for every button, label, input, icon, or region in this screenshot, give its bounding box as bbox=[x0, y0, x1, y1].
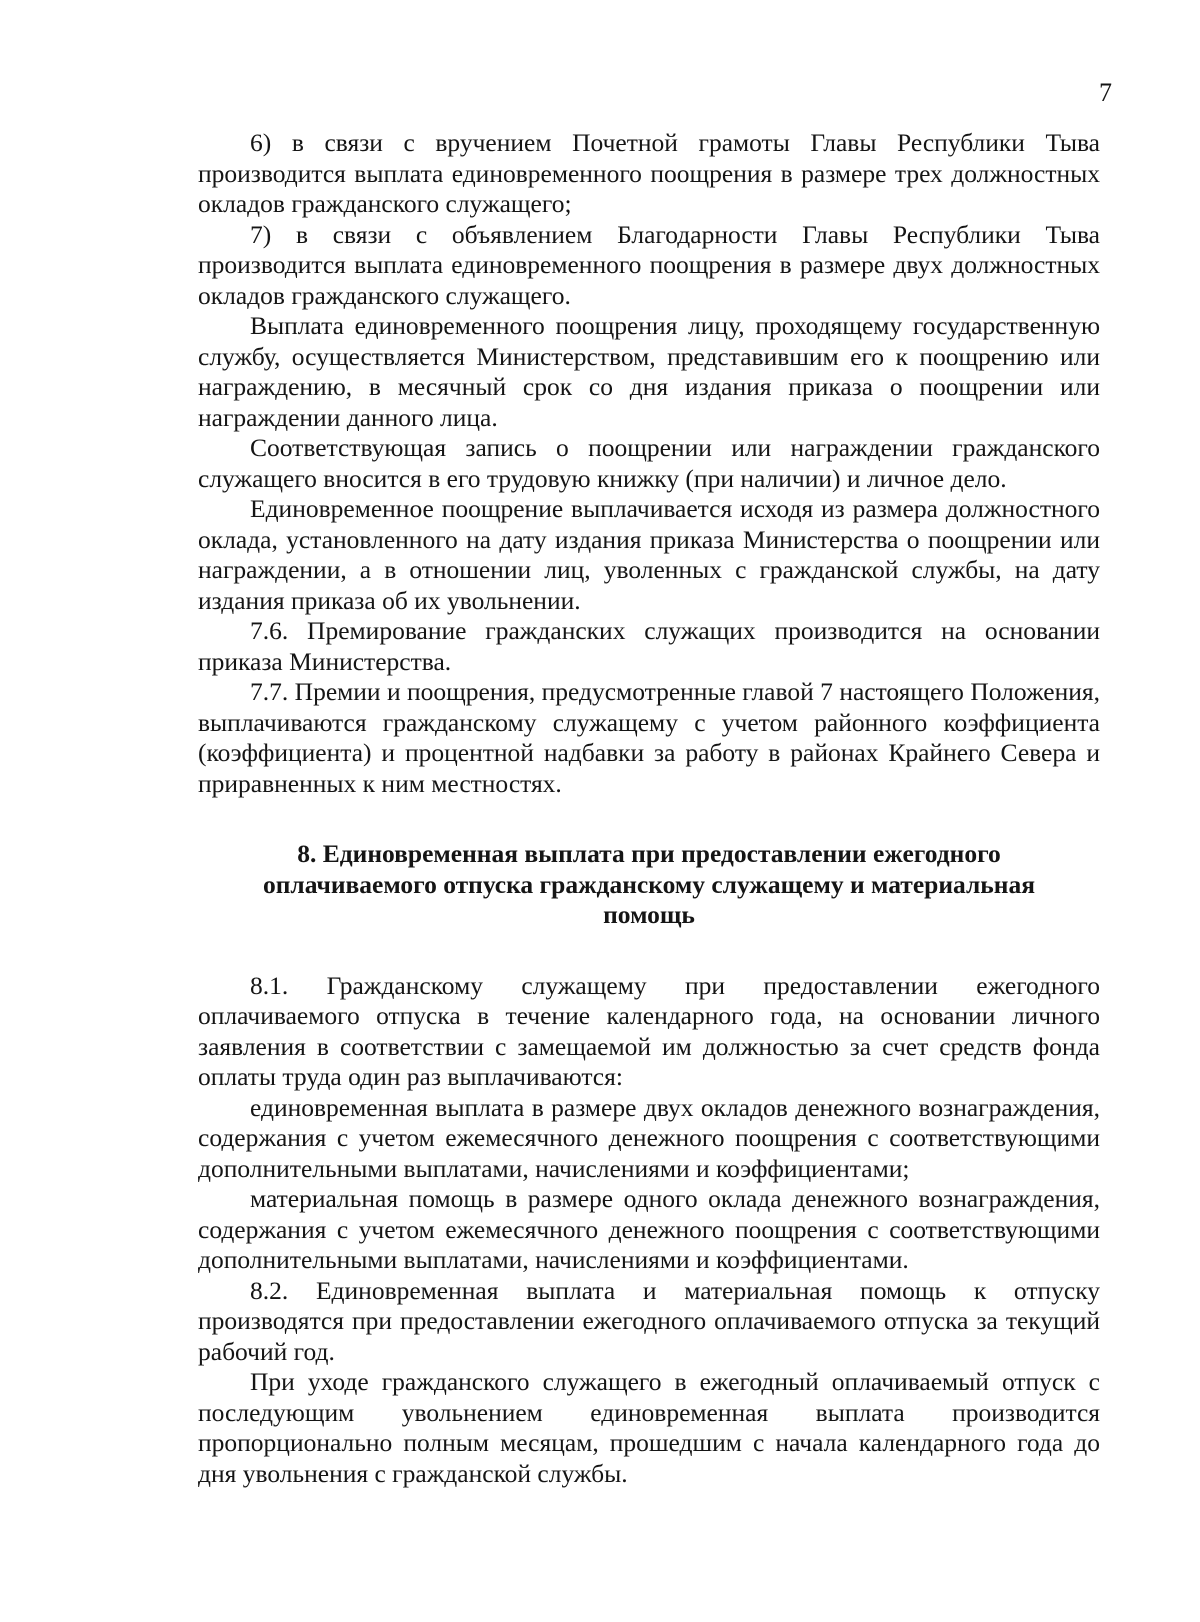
paragraph-salary-basis: Единовременное поощрение выплачивается исходя из размера должностного оклада, установленного на дату издания приказа Министерства о поощрении или награждении, а в отношении лиц, уволенных с гражданской службы, на дату издания приказа об их увольнении. bbox=[198, 494, 1100, 615]
paragraph-8-1: 8.1. Гражданскому служащему при предоставлении ежегодного оплачиваемого отпуска в течение календарного года, на основании личного заявления в соответствии с замещаемой им должностью за счет средств фонда оплаты труда один раз выплачиваются: bbox=[198, 970, 1100, 1091]
paragraph-item-7: 7) в связи с объявлением Благодарности Главы Республики Тыва производится выплата единовременного поощрения в размере двух должностных окладов гражданского служащего. bbox=[198, 219, 1100, 310]
section-heading-8: 8. Единовременная выплата при предоставлении ежегодного оплачиваемого отпуска гражданскому служащему и материальная помощь bbox=[262, 839, 1036, 929]
paragraph-item-6: 6) в связи с вручением Почетной грамоты Главы Республики Тыва производится выплата единовременного поощрения в размере трех должностных окладов гражданского служащего; bbox=[198, 128, 1100, 218]
document-body bbox=[198, 128, 1100, 1489]
paragraph-7-6: 7.6. Премирование гражданских служащих производится на основании приказа Министерства. bbox=[198, 616, 1100, 676]
paragraph-dismissal: При уходе гражданского служащего в ежегодный оплачиваемый отпуск с последующим увольнением единовременная выплата производится пропорционально полным месяцам, прошедшим с начала календарного года до дня увольнения с гражданской службы. bbox=[198, 1367, 1100, 1488]
paragraph-work-record: Соответствующая запись о поощрении или награждении гражданского служащего вносится в его трудовую книжку (при наличии) и личное дело. bbox=[198, 433, 1100, 493]
page-number: 7 bbox=[1099, 78, 1112, 107]
paragraph-8-2: 8.2. Единовременная выплата и материальная помощь к отпуску производятся при предоставлении ежегодного оплачиваемого отпуска за текущий рабочий год. bbox=[198, 1275, 1100, 1366]
paragraph-material-aid: материальная помощь в размере одного оклада денежного вознаграждения, содержания с учетом ежемесячного денежного поощрения с соответствующими дополнительными выплатами, начислениями и коэффициентами. bbox=[198, 1184, 1100, 1274]
paragraph-payment-procedure: Выплата единовременного поощрения лицу, проходящему государственную службу, осуществляется Министерством, представившим его к поощрению или награждению, в месячный срок со дня издания приказа о поощрении или награждении данного лица. bbox=[198, 311, 1100, 432]
paragraph-7-7: 7.7. Премии и поощрения, предусмотренные главой 7 настоящего Положения, выплачиваются гражданскому служащему с учетом районного коэффициента (коэффициента) и процентной надбавки за работу в районах Крайнего Севера и приравненных к ним местностях. bbox=[198, 677, 1100, 798]
section-spacer bbox=[198, 931, 1100, 971]
paragraph-lump-sum: единовременная выплата в размере двух окладов денежного вознаграждения, содержания с учетом ежемесячного денежного поощрения с соответствующими дополнительными выплатами, начислениями и коэффициентами; bbox=[198, 1092, 1100, 1183]
